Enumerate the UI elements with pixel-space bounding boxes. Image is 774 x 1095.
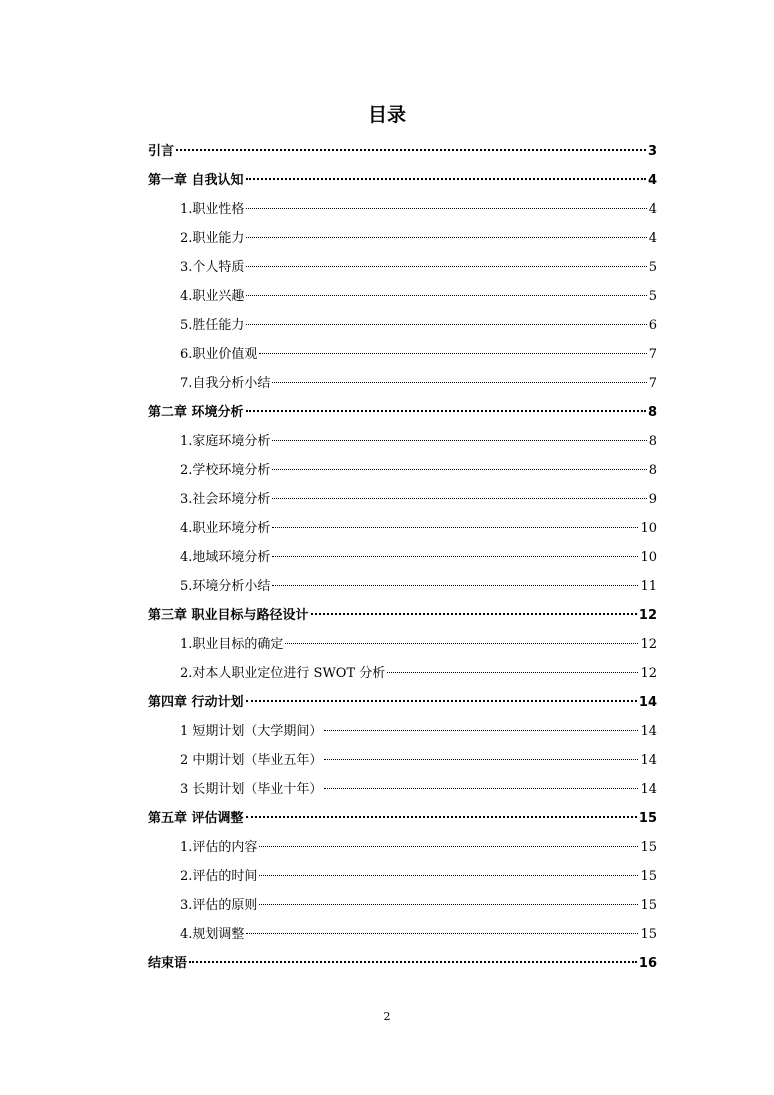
toc-entry-page-number: 6 xyxy=(648,318,657,333)
toc-entry-label: 1.评估的内容 xyxy=(180,840,258,855)
toc-section-entry[interactable] xyxy=(148,374,657,403)
toc-dot-leader xyxy=(272,469,646,470)
toc-dot-leader xyxy=(246,816,637,818)
toc-section-entry[interactable] xyxy=(148,838,657,867)
toc-entry-page-number: 3 xyxy=(647,144,657,159)
toc-entry-page-number: 5 xyxy=(648,289,657,304)
toc-entry-page-number: 4 xyxy=(648,231,657,246)
toc-entry-label: 结束语 xyxy=(148,956,188,971)
toc-dot-leader xyxy=(246,700,637,702)
toc-entry-page-number: 14 xyxy=(640,782,657,797)
toc-entry-label: 3.社会环境分析 xyxy=(180,492,271,507)
toc-section-entry[interactable] xyxy=(148,867,657,896)
toc-entry-page-number: 16 xyxy=(638,956,657,971)
toc-dot-leader xyxy=(272,556,638,557)
toc-entry-label: 1 短期计划（大学期间） xyxy=(180,724,323,739)
toc-section-entry[interactable] xyxy=(148,925,657,954)
toc-dot-leader xyxy=(259,353,646,354)
toc-entry-label: 第二章 环境分析 xyxy=(148,405,244,420)
toc-entry-page-number: 10 xyxy=(640,550,657,565)
toc-dot-leader xyxy=(324,759,638,760)
toc-section-entry[interactable] xyxy=(148,751,657,780)
toc-entry-label: 第三章 职业目标与路径设计 xyxy=(148,608,309,623)
toc-dot-leader xyxy=(176,149,646,151)
toc-entry-label: 6.职业价值观 xyxy=(180,347,258,362)
toc-dot-leader xyxy=(272,498,646,499)
toc-section-entry[interactable] xyxy=(148,577,657,606)
toc-section-entry[interactable] xyxy=(148,519,657,548)
toc-entry-page-number: 14 xyxy=(638,695,657,710)
toc-entry-page-number: 7 xyxy=(648,347,657,362)
toc-dot-leader xyxy=(246,295,646,296)
toc-dot-leader xyxy=(246,933,638,934)
toc-entry-page-number: 4 xyxy=(648,202,657,217)
toc-dot-leader xyxy=(285,643,638,644)
toc-dot-leader xyxy=(387,672,638,673)
toc-entry-label: 1.职业目标的确定 xyxy=(180,637,284,652)
toc-chapter-entry[interactable] xyxy=(148,954,657,983)
toc-dot-leader xyxy=(246,237,646,238)
toc-section-entry[interactable] xyxy=(148,780,657,809)
toc-entry-page-number: 10 xyxy=(640,521,657,536)
toc-entry-page-number: 14 xyxy=(640,724,657,739)
toc-chapter-entry[interactable] xyxy=(148,403,657,432)
toc-dot-leader xyxy=(311,613,637,615)
toc-section-entry[interactable] xyxy=(148,722,657,751)
toc-dot-leader xyxy=(246,410,646,412)
toc-entry-label: 2.职业能力 xyxy=(180,231,245,246)
toc-entry-label: 4.职业环境分析 xyxy=(180,521,271,536)
toc-entry-label: 2 中期计划（毕业五年） xyxy=(180,753,323,768)
toc-chapter-entry[interactable] xyxy=(148,693,657,722)
toc-entry-page-number: 12 xyxy=(638,608,657,623)
toc-dot-leader xyxy=(259,846,638,847)
toc-entry-label: 5.环境分析小结 xyxy=(180,579,271,594)
toc-section-entry[interactable] xyxy=(148,548,657,577)
toc-chapter-entry[interactable] xyxy=(148,142,657,171)
toc-entry-label: 第四章 行动计划 xyxy=(148,695,244,710)
table-of-contents xyxy=(148,142,657,983)
toc-entry-page-number: 8 xyxy=(648,463,657,478)
toc-dot-leader xyxy=(246,178,646,180)
toc-dot-leader xyxy=(324,788,638,789)
toc-section-entry[interactable] xyxy=(148,316,657,345)
toc-entry-page-number: 8 xyxy=(648,434,657,449)
toc-dot-leader xyxy=(272,527,638,528)
toc-section-entry[interactable] xyxy=(148,664,657,693)
toc-dot-leader xyxy=(259,875,638,876)
toc-entry-page-number: 12 xyxy=(640,666,657,681)
toc-entry-label: 2.学校环境分析 xyxy=(180,463,271,478)
toc-section-entry[interactable] xyxy=(148,200,657,229)
toc-entry-label: 2.对本人职业定位进行 SWOT 分析 xyxy=(180,666,386,681)
toc-section-entry[interactable] xyxy=(148,345,657,374)
toc-entry-page-number: 12 xyxy=(640,637,657,652)
toc-section-entry[interactable] xyxy=(148,490,657,519)
toc-section-entry[interactable] xyxy=(148,287,657,316)
toc-entry-page-number: 15 xyxy=(640,869,657,884)
toc-section-entry[interactable] xyxy=(148,258,657,287)
toc-dot-leader xyxy=(189,961,637,963)
toc-section-entry[interactable] xyxy=(148,635,657,664)
toc-entry-label: 5.胜任能力 xyxy=(180,318,245,333)
toc-section-entry[interactable] xyxy=(148,896,657,925)
toc-entry-page-number: 8 xyxy=(647,405,657,420)
toc-entry-page-number: 4 xyxy=(647,173,657,188)
toc-section-entry[interactable] xyxy=(148,432,657,461)
toc-entry-label: 1.职业性格 xyxy=(180,202,245,217)
toc-entry-page-number: 14 xyxy=(640,753,657,768)
toc-entry-label: 7.自我分析小结 xyxy=(180,376,271,391)
toc-chapter-entry[interactable] xyxy=(148,171,657,200)
toc-entry-label: 第一章 自我认知 xyxy=(148,173,244,188)
toc-title: 目录 xyxy=(367,104,406,126)
page-number: 2 xyxy=(383,1010,391,1023)
toc-entry-label: 4.规划调整 xyxy=(180,927,245,942)
toc-dot-leader xyxy=(246,266,646,267)
toc-entry-page-number: 15 xyxy=(640,840,657,855)
toc-entry-label: 4.职业兴趣 xyxy=(180,289,245,304)
toc-entry-label: 3.个人特质 xyxy=(180,260,245,275)
toc-dot-leader xyxy=(324,730,638,731)
toc-entry-label: 4.地域环境分析 xyxy=(180,550,271,565)
toc-dot-leader xyxy=(246,208,646,209)
toc-entry-label: 2.评估的时间 xyxy=(180,869,258,884)
toc-entry-page-number: 7 xyxy=(648,376,657,391)
toc-chapter-entry[interactable] xyxy=(148,606,657,635)
toc-entry-page-number: 5 xyxy=(648,260,657,275)
toc-entry-label: 1.家庭环境分析 xyxy=(180,434,271,449)
toc-dot-leader xyxy=(272,382,646,383)
toc-dot-leader xyxy=(272,585,638,586)
toc-entry-page-number: 15 xyxy=(640,927,657,942)
toc-entry-label: 引言 xyxy=(148,144,175,159)
toc-chapter-entry[interactable] xyxy=(148,809,657,838)
toc-dot-leader xyxy=(259,904,638,905)
toc-entry-label: 3 长期计划（毕业十年） xyxy=(180,782,323,797)
toc-entry-page-number: 15 xyxy=(638,811,657,826)
toc-entry-label: 3.评估的原则 xyxy=(180,898,258,913)
toc-entry-page-number: 11 xyxy=(640,579,657,594)
toc-entry-label: 第五章 评估调整 xyxy=(148,811,244,826)
toc-entry-page-number: 15 xyxy=(640,898,657,913)
toc-section-entry[interactable] xyxy=(148,461,657,490)
toc-dot-leader xyxy=(246,324,646,325)
toc-section-entry[interactable] xyxy=(148,229,657,258)
toc-entry-page-number: 9 xyxy=(648,492,657,507)
toc-dot-leader xyxy=(272,440,646,441)
